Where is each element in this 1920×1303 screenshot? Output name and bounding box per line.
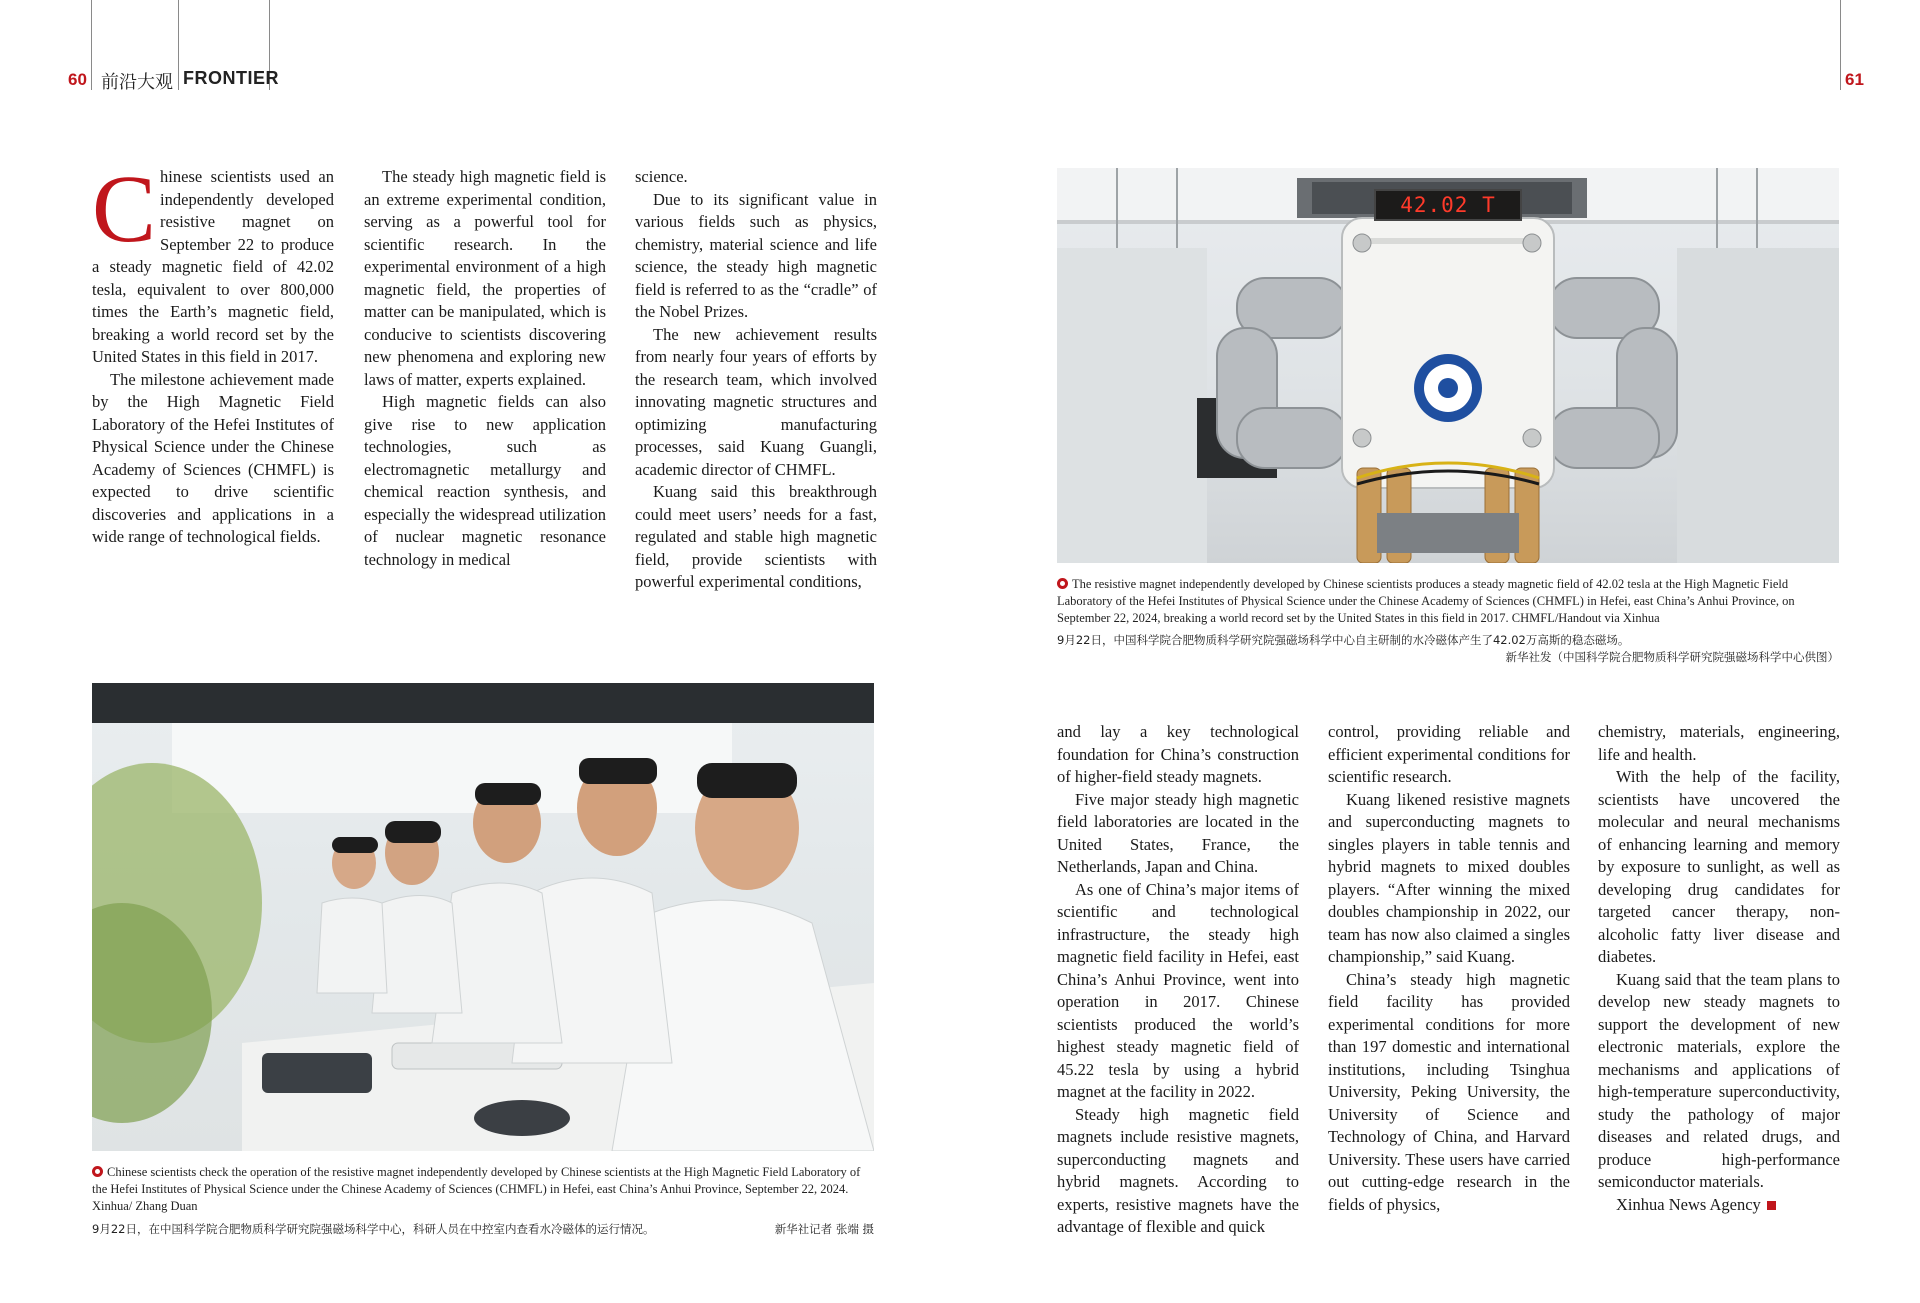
article-column-2 xyxy=(364,166,606,571)
col1-para1: hinese scientists used an independently developed resistive magnet on September 22 to produce a steady magnetic field of 42.02 tesla, equivalent to over 800,000 times the Earth’s magnetic field, breaking a world record set by the United States in this field in 2017. xyxy=(92,167,334,366)
col4-para3: As one of China’s major items of scientific and technological infrastructure, the steady high magnetic field facility in Hefei, east China’s Anhui Province, went into operation in 2017. Chinese scientists produced the world’s highest steady magnetic field of 45.22 tesla by using a hybrid magnet at the facility in 2022. xyxy=(1057,879,1299,1101)
col1-para2: The milestone achievement made by the High Magnetic Field Laboratory of the Hefei Institutes of Physical Science under the Chinese Academy of Sciences (CHMFL) is expected to drive scientific discoveries and applications in a wide range of technological fields. xyxy=(92,369,334,546)
article-column-3 xyxy=(635,166,877,594)
scientists-photo-credit-zh: 新华社记者 张端 摄 xyxy=(774,1222,874,1236)
col4-para1: and lay a key technological foundation for China’s construction of higher-field steady magnets. xyxy=(1057,722,1299,786)
header-rule-left xyxy=(91,0,92,90)
col4-para2: Five major steady high magnetic field laboratories are located in the United States, France, the Netherlands, Japan and China. xyxy=(1057,789,1299,876)
col5-para3: China’s steady high magnetic field facility has provided experimental conditions for more than 197 domestic and international institutions, including Tsinghua University, Peking University, the University of Science and Technology of China, and Harvard University. These users have carried out cutting-edge research in the fields of physics, xyxy=(1328,969,1570,1214)
scientists-photo-caption-zh: 9月22日，在中国科学院合肥物质科学研究院强磁场科学中心，科研人员在中控室内查看水冷磁体的运行情况。 xyxy=(92,1222,655,1236)
col5-para2: Kuang likened resistive magnets and superconducting magnets to singles players in table tennis and hybrid magnets to mixed doubles players. “After winning the mixed doubles championship in 2022, our team has now also claimed a singles championship,” said Kuang. xyxy=(1328,789,1570,966)
col6-para2: With the help of the facility, scientists have uncovered the molecular and neural mechanisms of enhancing learning and memory by exposure to sunlight, as well as developing drug candidates for targeted cancer therapy, non-alcoholic fatty liver disease and diabetes. xyxy=(1598,767,1840,966)
header-rule-mid xyxy=(178,0,179,90)
article-signature: Xinhua News Agency xyxy=(1598,1194,1840,1217)
section-title-en: FRONTIER xyxy=(183,68,279,88)
end-mark-icon xyxy=(1767,1201,1776,1210)
page-number-right: 61 xyxy=(1845,70,1864,89)
magnet-photo-credit-zh: 新华社发（中国科学院合肥物质科学研究院强磁场科学中心供图） xyxy=(1505,650,1839,664)
col4-para4: Steady high magnetic field magnets include resistive magnets, superconducting magnets and hybrid magnets. According to experts, resistive magnets have the advantage of flexible and quick xyxy=(1057,1104,1299,1236)
col3-para3: The new achievement results from nearly four years of efforts by the research team, which involved innovating magnetic structures and optimizing manufacturing processes, said Kuang Guangli, academic director of CHMFL. xyxy=(635,324,877,479)
drop-cap: C xyxy=(92,155,157,262)
article-column-5 xyxy=(1328,721,1570,1216)
page-number-left: 60 xyxy=(68,70,87,89)
col2-para2: High magnetic fields can also give rise to new application technologies, such as electromagnetic metallurgy and chemical reaction synthesis, and especially the widespread utilization of nuclear magnetic resonance technology in medical xyxy=(364,392,606,569)
col3-para1: science. xyxy=(635,167,688,186)
header-rule-page-right xyxy=(1840,0,1841,90)
field-strength-display: 42.02 T xyxy=(1400,193,1496,217)
caption-bullet-icon xyxy=(1057,578,1068,589)
magnet-photo-caption-zh: 9月22日，中国科学院合肥物质科学研究院强磁场科学中心自主研制的水冷磁体产生了42.02万高斯的稳态磁场。 xyxy=(1057,633,1630,647)
col6-para1: chemistry, materials, engineering, life and health. xyxy=(1598,722,1840,764)
magnet-photo xyxy=(1057,168,1839,563)
article-column-4 xyxy=(1057,721,1299,1239)
article-column-1 xyxy=(92,155,334,549)
scientists-photo-caption-en: Chinese scientists check the operation of the resistive magnet independently developed by Chinese scientists at the High Magnetic Field Laboratory of the Hefei Institutes of Physical Science under the Chinese Academy of Sciences (CHMFL) in Hefei, east China’s Anhui Province, September 22, 2024. Xinhua/ Zhang Duan xyxy=(92,1165,861,1213)
caption-bullet-icon-2 xyxy=(92,1166,103,1177)
col3-para4: Kuang said this breakthrough could meet users’ needs for a fast, regulated and stable high magnetic field, provide scientists with powerful experimental conditions, xyxy=(635,482,877,591)
article-column-6 xyxy=(1598,721,1840,1216)
magnet-photo-caption-en: The resistive magnet independently developed by Chinese scientists produces a steady magnetic field of 42.02 tesla at the High Magnetic Field Laboratory of the Hefei Institutes of Physical Science under the Chinese Academy of Sciences (CHMFL) in Hefei, east China’s Anhui Province, on September 22, 2024, breaking a world record set by the United States in this field in 2017. CHMFL/Handout via Xinhua xyxy=(1057,577,1795,625)
col2-para1: The steady high magnetic field is an extreme experimental condition, serving as a powerful tool for scientific research. In the experimental environment of a high magnetic field, the properties of matter can be manipulated, which is conducive to scientists discovering new phenomena and exploring new laws of matter, experts explained. xyxy=(364,167,606,389)
col5-para1: control, providing reliable and efficient experimental conditions for scientific research. xyxy=(1328,722,1570,786)
scientists-photo xyxy=(92,683,874,1151)
scientists-photo-illustration xyxy=(92,683,874,1151)
col6-para3: Kuang said that the team plans to develop new steady magnets to support the development of new electronic materials, explore the mechanisms and applications of high-temperature superconductivity, study the pathology of major diseases and related drugs, and produce high-performance semiconductor materials. xyxy=(1598,969,1840,1191)
magnet-photo-illustration xyxy=(1057,168,1839,563)
section-title-zh: 前沿大观 xyxy=(101,72,173,92)
col3-para2: Due to its significant value in various fields such as physics, chemistry, material science and life science, the steady high magnetic field is referred to as the “cradle” of the Nobel Prizes. xyxy=(635,189,877,321)
